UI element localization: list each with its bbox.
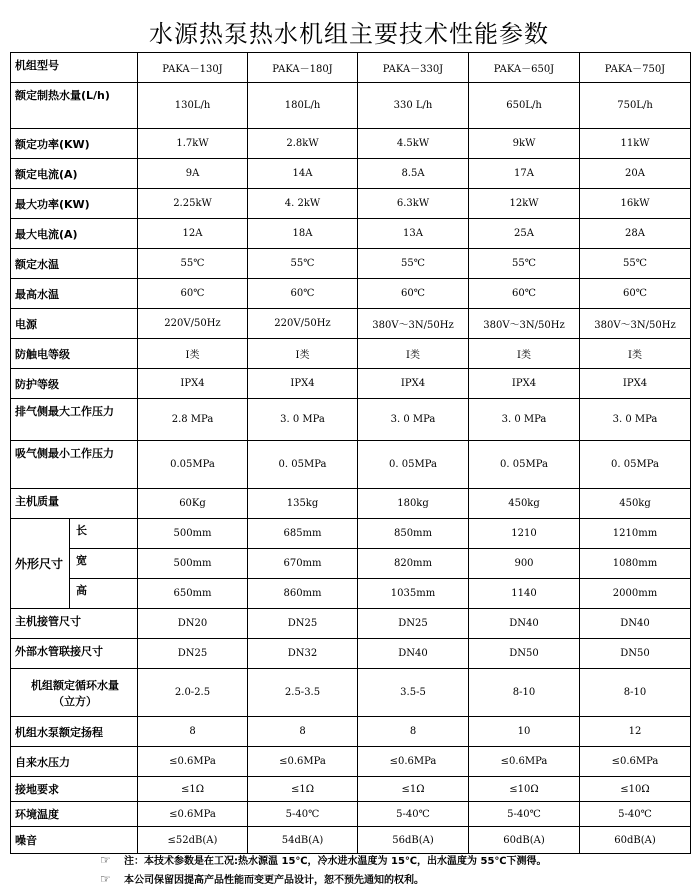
table-row bbox=[11, 129, 691, 159]
value-cell: ≤1Ω bbox=[248, 777, 358, 802]
value-cell: 0. 05MPa bbox=[358, 441, 469, 489]
table-row bbox=[11, 717, 691, 747]
model-cell: PAKA－330J bbox=[358, 53, 469, 83]
value-cell: 380V～3N/50Hz bbox=[469, 309, 580, 339]
value-cell: 25A bbox=[469, 219, 580, 249]
value-cell: 650L/h bbox=[469, 83, 580, 129]
value-cell: DN50 bbox=[469, 639, 580, 669]
row-label: 最大功率(KW) bbox=[11, 189, 138, 219]
table-row bbox=[11, 802, 691, 827]
row-label bbox=[11, 669, 138, 717]
table-row bbox=[11, 83, 691, 129]
table-row bbox=[11, 579, 691, 609]
value-cell: 4. 2kW bbox=[248, 189, 358, 219]
value-cell: 60dB(A) bbox=[469, 827, 580, 854]
value-cell: I类 bbox=[469, 339, 580, 369]
table-row bbox=[11, 189, 691, 219]
row-label: 防触电等级 bbox=[11, 339, 138, 369]
table-row bbox=[11, 777, 691, 802]
value-cell: 3. 0 MPa bbox=[248, 399, 358, 441]
value-cell: 820mm bbox=[358, 549, 469, 579]
value-cell: 220V/50Hz bbox=[138, 309, 248, 339]
table-row bbox=[11, 669, 691, 717]
value-cell: 12A bbox=[138, 219, 248, 249]
value-cell: DN50 bbox=[580, 639, 691, 669]
value-cell: 60℃ bbox=[248, 279, 358, 309]
row-label-line: （立方） bbox=[53, 694, 97, 708]
value-cell: DN40 bbox=[580, 609, 691, 639]
value-cell: 450kg bbox=[580, 489, 691, 519]
row-label: 主机质量 bbox=[11, 489, 138, 519]
value-cell: 220V/50Hz bbox=[248, 309, 358, 339]
value-cell: ≤10Ω bbox=[580, 777, 691, 802]
value-cell: I类 bbox=[248, 339, 358, 369]
value-cell: 13A bbox=[358, 219, 469, 249]
value-cell: 9kW bbox=[469, 129, 580, 159]
value-cell: 60Kg bbox=[138, 489, 248, 519]
table-row bbox=[11, 339, 691, 369]
value-cell: 1080mm bbox=[580, 549, 691, 579]
value-cell: 3.5-5 bbox=[358, 669, 469, 717]
value-cell: 4.5kW bbox=[358, 129, 469, 159]
row-label: 自来水压力 bbox=[11, 747, 138, 777]
value-cell: 3. 0 MPa bbox=[580, 399, 691, 441]
row-label: 额定功率(KW) bbox=[11, 129, 138, 159]
value-cell: 6.3kW bbox=[358, 189, 469, 219]
value-cell: 500mm bbox=[138, 519, 248, 549]
value-cell: 2.0-2.5 bbox=[138, 669, 248, 717]
note-text: 本公司保留因提高产品性能而变更产品设计，恕不预先通知的权利。 bbox=[124, 875, 424, 886]
row-label: 额定水温 bbox=[11, 249, 138, 279]
value-cell: DN20 bbox=[138, 609, 248, 639]
row-label: 噪音 bbox=[11, 827, 138, 854]
value-cell: DN25 bbox=[138, 639, 248, 669]
value-cell: 55℃ bbox=[580, 249, 691, 279]
model-cell: PAKA－750J bbox=[580, 53, 691, 83]
value-cell: 1210mm bbox=[580, 519, 691, 549]
table-row bbox=[11, 159, 691, 189]
dimension-label: 长 bbox=[70, 519, 138, 549]
value-cell: 750L/h bbox=[580, 83, 691, 129]
value-cell: 0. 05MPa bbox=[580, 441, 691, 489]
value-cell: DN25 bbox=[358, 609, 469, 639]
table-row bbox=[11, 609, 691, 639]
table-row bbox=[11, 441, 691, 489]
row-label: 最大电流(A) bbox=[11, 219, 138, 249]
pointing-hand-icon: ☞ bbox=[100, 871, 111, 886]
value-cell: 9A bbox=[138, 159, 248, 189]
value-cell: 380V～3N/50Hz bbox=[580, 309, 691, 339]
row-label: 环境温度 bbox=[11, 802, 138, 827]
value-cell: 18A bbox=[248, 219, 358, 249]
value-cell: 130L/h bbox=[138, 83, 248, 129]
value-cell: ≤0.6MPa bbox=[358, 747, 469, 777]
note-line bbox=[100, 850, 547, 869]
value-cell: 380V～3N/50Hz bbox=[358, 309, 469, 339]
value-cell: 54dB(A) bbox=[248, 827, 358, 854]
value-cell: 14A bbox=[248, 159, 358, 189]
table-row bbox=[11, 639, 691, 669]
value-cell: 55℃ bbox=[248, 249, 358, 279]
value-cell: 55℃ bbox=[469, 249, 580, 279]
model-cell: PAKA－130J bbox=[138, 53, 248, 83]
value-cell: DN25 bbox=[248, 609, 358, 639]
model-cell: PAKA－650J bbox=[469, 53, 580, 83]
value-cell: 180kg bbox=[358, 489, 469, 519]
row-label-line: 机组额定循环水量 bbox=[31, 678, 119, 692]
value-cell: 650mm bbox=[138, 579, 248, 609]
table-row bbox=[11, 279, 691, 309]
value-cell: DN32 bbox=[248, 639, 358, 669]
value-cell: ≤52dB(A) bbox=[138, 827, 248, 854]
row-label: 机组水泵额定扬程 bbox=[11, 717, 138, 747]
notes bbox=[100, 850, 547, 888]
table-row bbox=[11, 519, 691, 549]
value-cell: 8-10 bbox=[580, 669, 691, 717]
table-row bbox=[11, 309, 691, 339]
dimension-label: 高 bbox=[70, 579, 138, 609]
row-label: 主机接管尺寸 bbox=[11, 609, 138, 639]
value-cell: 860mm bbox=[248, 579, 358, 609]
value-cell: IPX4 bbox=[248, 369, 358, 399]
value-cell: ≤1Ω bbox=[138, 777, 248, 802]
value-cell: 450kg bbox=[469, 489, 580, 519]
value-cell: IPX4 bbox=[358, 369, 469, 399]
value-cell: 5-40℃ bbox=[469, 802, 580, 827]
value-cell: I类 bbox=[580, 339, 691, 369]
value-cell: 330 L/h bbox=[358, 83, 469, 129]
value-cell: 135kg bbox=[248, 489, 358, 519]
value-cell: 60dB(A) bbox=[580, 827, 691, 854]
note-line bbox=[100, 869, 547, 888]
value-cell: 2.5-3.5 bbox=[248, 669, 358, 717]
value-cell: 900 bbox=[469, 549, 580, 579]
dimension-label: 宽 bbox=[70, 549, 138, 579]
row-label: 排气侧最大工作压力 bbox=[11, 399, 138, 441]
value-cell: 5-40℃ bbox=[580, 802, 691, 827]
table-row bbox=[11, 369, 691, 399]
value-cell: 685mm bbox=[248, 519, 358, 549]
value-cell: 12 bbox=[580, 717, 691, 747]
value-cell: 17A bbox=[469, 159, 580, 189]
value-cell: 1140 bbox=[469, 579, 580, 609]
value-cell: 55℃ bbox=[358, 249, 469, 279]
value-cell: I类 bbox=[358, 339, 469, 369]
value-cell: 11kW bbox=[580, 129, 691, 159]
value-cell: 500mm bbox=[138, 549, 248, 579]
value-cell: IPX4 bbox=[138, 369, 248, 399]
value-cell: 8 bbox=[248, 717, 358, 747]
value-cell: 8 bbox=[358, 717, 469, 747]
table-row bbox=[11, 53, 691, 83]
value-cell: 8-10 bbox=[469, 669, 580, 717]
table-row bbox=[11, 489, 691, 519]
value-cell: DN40 bbox=[469, 609, 580, 639]
value-cell: 0. 05MPa bbox=[469, 441, 580, 489]
table-row bbox=[11, 219, 691, 249]
value-cell: 850mm bbox=[358, 519, 469, 549]
value-cell: 2000mm bbox=[580, 579, 691, 609]
value-cell: 60℃ bbox=[580, 279, 691, 309]
value-cell: I类 bbox=[138, 339, 248, 369]
row-label: 最高水温 bbox=[11, 279, 138, 309]
model-cell: PAKA－180J bbox=[248, 53, 358, 83]
row-label: 机组型号 bbox=[11, 53, 138, 83]
row-label: 额定制热水量(L/h) bbox=[11, 83, 138, 129]
value-cell: 670mm bbox=[248, 549, 358, 579]
value-cell: 60℃ bbox=[358, 279, 469, 309]
page-title: 水源热泵热水机组主要技术性能参数 bbox=[149, 20, 549, 48]
dimensions-group-label: 外形尺寸 bbox=[11, 519, 70, 609]
value-cell: 60℃ bbox=[469, 279, 580, 309]
value-cell: ≤0.6MPa bbox=[248, 747, 358, 777]
spec-table-body bbox=[11, 53, 691, 854]
value-cell: 5-40℃ bbox=[358, 802, 469, 827]
value-cell: 2.25kW bbox=[138, 189, 248, 219]
value-cell: 10 bbox=[469, 717, 580, 747]
value-cell: ≤0.6MPa bbox=[469, 747, 580, 777]
value-cell: ≤0.6MPa bbox=[138, 747, 248, 777]
table-row bbox=[11, 549, 691, 579]
value-cell: IPX4 bbox=[469, 369, 580, 399]
value-cell: ≤0.6MPa bbox=[580, 747, 691, 777]
table-row bbox=[11, 747, 691, 777]
value-cell: 1035mm bbox=[358, 579, 469, 609]
value-cell: 16kW bbox=[580, 189, 691, 219]
row-label: 电源 bbox=[11, 309, 138, 339]
value-cell: IPX4 bbox=[580, 369, 691, 399]
note-text: 注：本技术参数是在工况:热水源温 15℃，冷水进水温度为 15℃，出水温度为 55℃下测得。 bbox=[124, 856, 547, 867]
row-label: 接地要求 bbox=[11, 777, 138, 802]
value-cell: 0. 05MPa bbox=[248, 441, 358, 489]
value-cell: ≤10Ω bbox=[469, 777, 580, 802]
row-label: 防护等级 bbox=[11, 369, 138, 399]
value-cell: 2.8kW bbox=[248, 129, 358, 159]
value-cell: 12kW bbox=[469, 189, 580, 219]
value-cell: 3. 0 MPa bbox=[469, 399, 580, 441]
value-cell: 8 bbox=[138, 717, 248, 747]
value-cell: 55℃ bbox=[138, 249, 248, 279]
row-label: 额定电流(A) bbox=[11, 159, 138, 189]
value-cell: ≤1Ω bbox=[358, 777, 469, 802]
value-cell: DN40 bbox=[358, 639, 469, 669]
pointing-hand-icon: ☞ bbox=[100, 852, 111, 867]
value-cell: 56dB(A) bbox=[358, 827, 469, 854]
value-cell: 5-40℃ bbox=[248, 802, 358, 827]
table-row bbox=[11, 249, 691, 279]
value-cell: 180L/h bbox=[248, 83, 358, 129]
value-cell: ≤0.6MPa bbox=[138, 802, 248, 827]
value-cell: 1210 bbox=[469, 519, 580, 549]
value-cell: 3. 0 MPa bbox=[358, 399, 469, 441]
value-cell: 0.05MPa bbox=[138, 441, 248, 489]
spec-table bbox=[10, 52, 691, 854]
value-cell: 8.5A bbox=[358, 159, 469, 189]
row-label: 外部水管联接尺寸 bbox=[11, 639, 138, 669]
value-cell: 60℃ bbox=[138, 279, 248, 309]
row-label: 吸气侧最小工作压力 bbox=[11, 441, 138, 489]
value-cell: 1.7kW bbox=[138, 129, 248, 159]
value-cell: 20A bbox=[580, 159, 691, 189]
value-cell: 28A bbox=[580, 219, 691, 249]
value-cell: 2.8 MPa bbox=[138, 399, 248, 441]
table-row bbox=[11, 399, 691, 441]
